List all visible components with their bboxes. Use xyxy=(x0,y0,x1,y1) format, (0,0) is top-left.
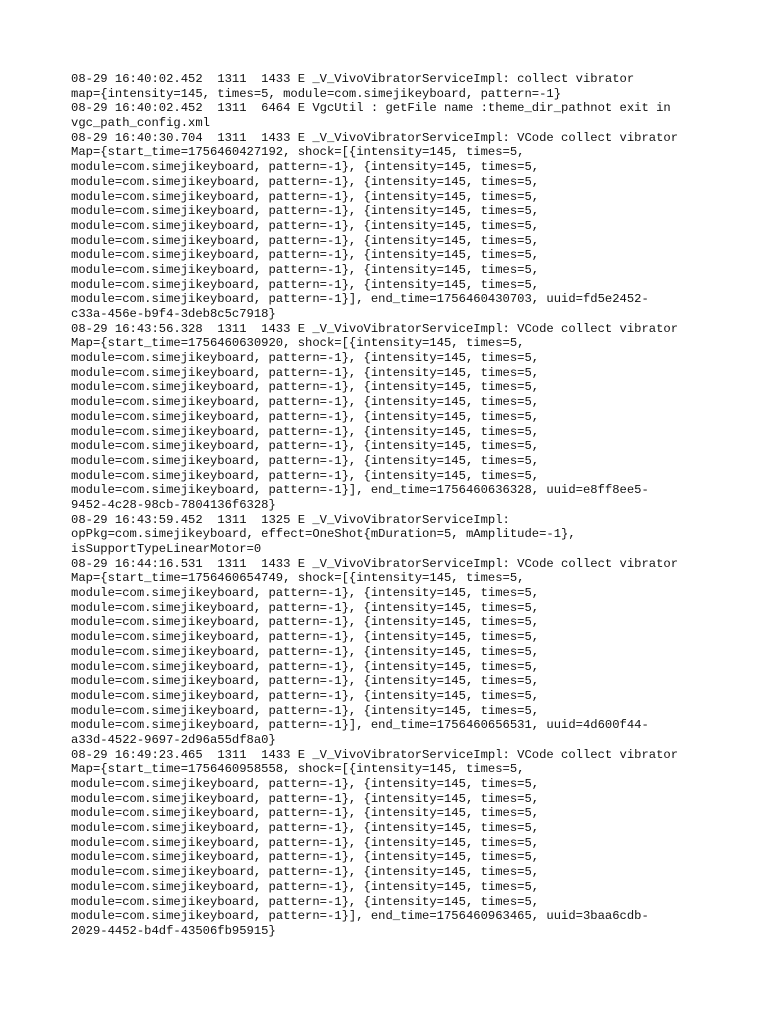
log-line: module=com.simejikeyboard, pattern=-1}, {intensity=145, times=5, xyxy=(71,644,540,659)
log-line: 9452-4c28-98cb-7804136f6328} xyxy=(71,497,276,512)
log-line: module=com.simejikeyboard, pattern=-1}, {intensity=145, times=5, xyxy=(71,395,540,410)
log-line: module=com.simejikeyboard, pattern=-1}, {intensity=145, times=5, xyxy=(71,233,540,248)
log-line: module=com.simejikeyboard, pattern=-1}], end_time=1756460963465, uuid=3baa6cdb- xyxy=(71,909,649,924)
log-line: module=com.simejikeyboard, pattern=-1}, {intensity=145, times=5, xyxy=(71,703,540,718)
log-line: 08-29 16:43:56.328 1311 1433 E _V_VivoVibratorServiceImpl: VCode collect vibrator xyxy=(71,321,679,336)
log-line: module=com.simejikeyboard, pattern=-1}], end_time=1756460636328, uuid=e8ff8ee5- xyxy=(71,483,649,498)
log-line: 08-29 16:40:02.452 1311 1433 E _V_VivoVibratorServiceImpl: collect vibrator xyxy=(71,72,635,86)
log-line: module=com.simejikeyboard, pattern=-1}, {intensity=145, times=5, xyxy=(71,600,540,615)
log-line: Map={start_time=1756460630920, shock=[{intensity=145, times=5, xyxy=(71,336,525,351)
log-line: 08-29 16:49:23.465 1311 1433 E _V_VivoVibratorServiceImpl: VCode collect vibrator xyxy=(71,747,679,762)
log-line: module=com.simejikeyboard, pattern=-1}, {intensity=145, times=5, xyxy=(71,659,540,674)
log-line: module=com.simejikeyboard, pattern=-1}, {intensity=145, times=5, xyxy=(71,688,540,703)
log-line: module=com.simejikeyboard, pattern=-1}, {intensity=145, times=5, xyxy=(71,189,540,204)
log-line: module=com.simejikeyboard, pattern=-1}, {intensity=145, times=5, xyxy=(71,630,540,645)
log-line: map={intensity=145, times=5, module=com.simejikeyboard, pattern=-1} xyxy=(71,86,562,101)
log-line: vgc_path_config.xml xyxy=(71,116,210,131)
log-line: module=com.simejikeyboard, pattern=-1}, {intensity=145, times=5, xyxy=(71,879,540,894)
log-line: 08-29 16:43:59.452 1311 1325 E _V_VivoVibratorServiceImpl: xyxy=(71,512,510,527)
log-line: module=com.simejikeyboard, pattern=-1}, {intensity=145, times=5, xyxy=(71,262,540,277)
log-line: module=com.simejikeyboard, pattern=-1}, {intensity=145, times=5, xyxy=(71,248,540,263)
log-line: module=com.simejikeyboard, pattern=-1}, {intensity=145, times=5, xyxy=(71,850,540,865)
log-line: module=com.simejikeyboard, pattern=-1}, {intensity=145, times=5, xyxy=(71,453,540,468)
log-document xyxy=(71,72,721,939)
log-line: module=com.simejikeyboard, pattern=-1}, {intensity=145, times=5, xyxy=(71,821,540,836)
log-line: isSupportTypeLinearMotor=0 xyxy=(71,542,262,556)
log-line: module=com.simejikeyboard, pattern=-1}, {intensity=145, times=5, xyxy=(71,615,540,630)
log-line: module=com.simejikeyboard, pattern=-1}], end_time=1756460430703, uuid=fd5e2452- xyxy=(71,292,649,307)
log-line: c33a-456e-b9f4-3deb8c5c7918} xyxy=(71,307,276,321)
log-line: module=com.simejikeyboard, pattern=-1}, {intensity=145, times=5, xyxy=(71,468,540,483)
log-line: module=com.simejikeyboard, pattern=-1}, {intensity=145, times=5, xyxy=(71,218,540,233)
log-line: module=com.simejikeyboard, pattern=-1}, {intensity=145, times=5, xyxy=(71,865,540,880)
log-line: module=com.simejikeyboard, pattern=-1}, {intensity=145, times=5, xyxy=(71,835,540,850)
log-line: module=com.simejikeyboard, pattern=-1}, {intensity=145, times=5, xyxy=(71,204,540,219)
log-line: 08-29 16:40:30.704 1311 1433 E _V_VivoVibratorServiceImpl: VCode collect vibrator xyxy=(71,130,679,145)
log-line: module=com.simejikeyboard, pattern=-1}, {intensity=145, times=5, xyxy=(71,160,540,175)
log-line: module=com.simejikeyboard, pattern=-1}], end_time=1756460656531, uuid=4d600f44- xyxy=(71,718,649,733)
log-line: module=com.simejikeyboard, pattern=-1}, {intensity=145, times=5, xyxy=(71,380,540,395)
log-line: module=com.simejikeyboard, pattern=-1}, {intensity=145, times=5, xyxy=(71,409,540,424)
log-line: 2029-4452-b4df-43506fb95915} xyxy=(71,923,276,938)
log-line: module=com.simejikeyboard, pattern=-1}, {intensity=145, times=5, xyxy=(71,439,540,454)
log-line: 08-29 16:44:16.531 1311 1433 E _V_VivoVibratorServiceImpl: VCode collect vibrator xyxy=(71,556,679,571)
log-line: a33d-4522-9697-2d96a55df8a0} xyxy=(71,732,276,747)
log-line: module=com.simejikeyboard, pattern=-1}, {intensity=145, times=5, xyxy=(71,791,540,806)
log-line: module=com.simejikeyboard, pattern=-1}, {intensity=145, times=5, xyxy=(71,424,540,439)
log-line: module=com.simejikeyboard, pattern=-1}, {intensity=145, times=5, xyxy=(71,277,540,292)
log-line: module=com.simejikeyboard, pattern=-1}, {intensity=145, times=5, xyxy=(71,174,540,189)
log-line: Map={start_time=1756460427192, shock=[{intensity=145, times=5, xyxy=(71,145,525,160)
log-line: Map={start_time=1756460958558, shock=[{intensity=145, times=5, xyxy=(71,762,525,777)
log-line: module=com.simejikeyboard, pattern=-1}, {intensity=145, times=5, xyxy=(71,365,540,380)
log-line: opPkg=com.simejikeyboard, effect=OneShot{mDuration=5, mAmplitude=-1}, xyxy=(71,527,576,542)
log-line: Map={start_time=1756460654749, shock=[{intensity=145, times=5, xyxy=(71,571,525,586)
log-line: module=com.simejikeyboard, pattern=-1}, {intensity=145, times=5, xyxy=(71,806,540,821)
log-line: module=com.simejikeyboard, pattern=-1}, {intensity=145, times=5, xyxy=(71,351,540,366)
log-line: module=com.simejikeyboard, pattern=-1}, {intensity=145, times=5, xyxy=(71,777,540,791)
log-line: module=com.simejikeyboard, pattern=-1}, {intensity=145, times=5, xyxy=(71,674,540,689)
log-line: module=com.simejikeyboard, pattern=-1}, {intensity=145, times=5, xyxy=(71,586,540,601)
log-line: 08-29 16:40:02.452 1311 6464 E VgcUtil : getFile name :theme_dir_pathnot exit in xyxy=(71,101,671,116)
log-line: module=com.simejikeyboard, pattern=-1}, {intensity=145, times=5, xyxy=(71,894,540,909)
